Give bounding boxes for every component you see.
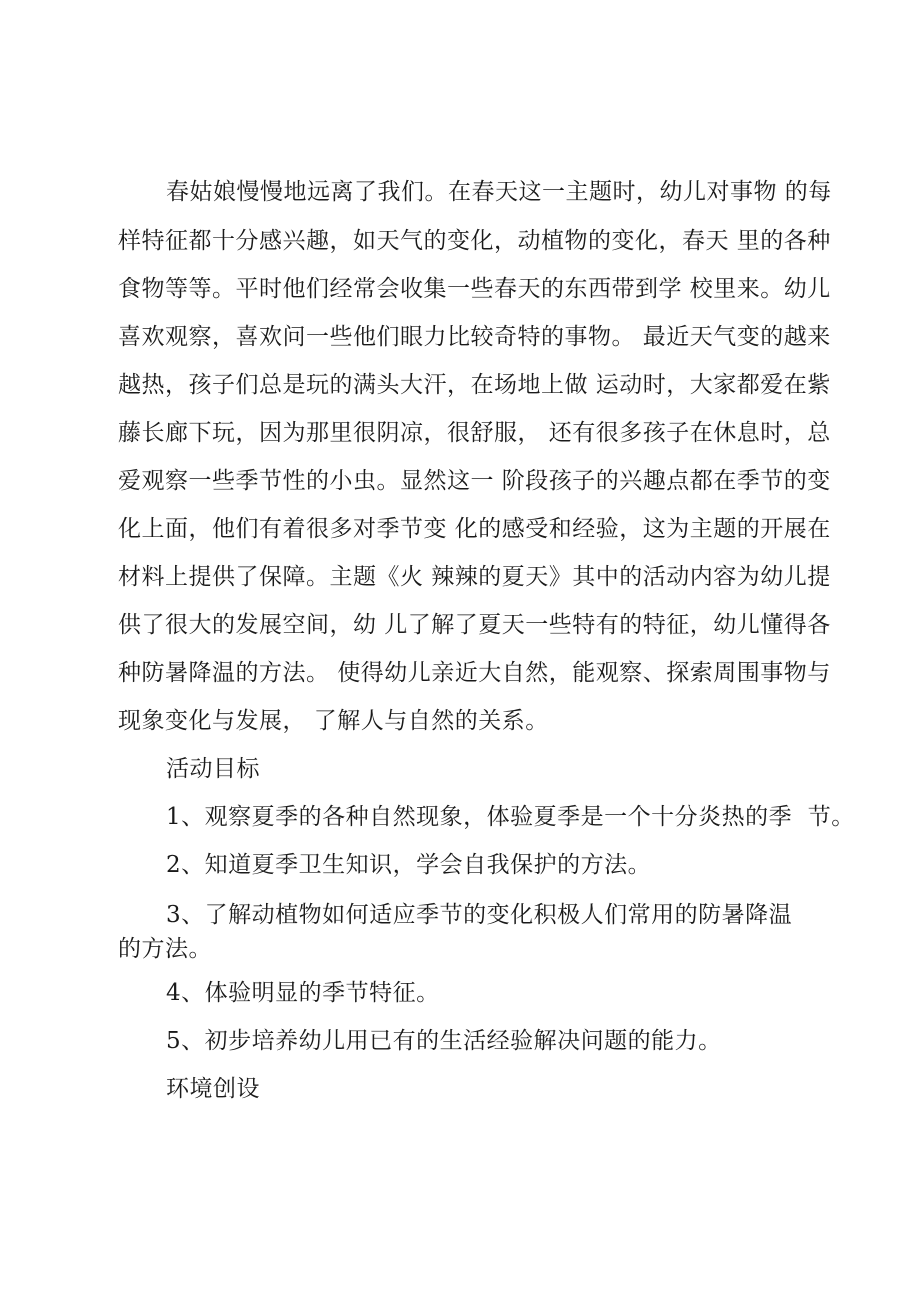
intro-line-4: 喜欢观察，喜欢问一些他们眼力比较奇特的事物。 最近天气变的越来 <box>118 324 831 350</box>
goal-item-5: 5、初步培养幼儿用已有的生活经验解决问题的能力。 <box>166 1028 722 1054</box>
goals-heading: 活动目标 <box>166 756 260 782</box>
goal-item-3-continued: 的方法。 <box>118 936 212 962</box>
intro-line-3: 食物等等。平时他们经常会收集一些春天的东西带到学 校里来。幼儿 <box>118 276 831 302</box>
intro-line-9: 材料上提供了保障。主题《火 辣辣的夏天》其中的活动内容为幼儿提 <box>118 564 831 590</box>
intro-line-1: 春姑娘慢慢地远离了我们。在春天这一主题时，幼儿对事物 的每 <box>166 179 832 205</box>
intro-line-12: 现象变化与发展， 了解人与自然的关系。 <box>118 708 549 734</box>
intro-line-10: 供了很大的发展空间，幼 儿了解了夏天一些特有的特征，幼儿懂得各 <box>118 612 831 638</box>
goal-item-4: 4、体验明显的季节特征。 <box>166 980 440 1006</box>
intro-line-2: 样特征都十分感兴趣，如天气的变化，动植物的变化，春天 里的各种 <box>118 228 831 254</box>
intro-line-11: 种防暑降温的方法。 使得幼儿亲近大自然，能观察、探索周围事物与 <box>118 660 831 686</box>
intro-line-8: 化上面，他们有着很多对季节变 化的感受和经验，这为主题的开展在 <box>118 516 831 542</box>
goal-item-1: 1、观察夏季的各种自然现象，体验夏季是一个十分炎热的季 节。 <box>166 804 855 830</box>
goal-item-2: 2、知道夏季卫生知识，学会自我保护的方法。 <box>166 852 652 878</box>
environment-heading: 环境创设 <box>166 1076 260 1102</box>
goal-item-3: 3、了解动植物如何适应季节的变化积极人们常用的防暑降温 <box>166 902 793 928</box>
intro-line-6: 藤长廊下玩，因为那里很阴凉，很舒服， 还有很多孩子在休息时，总 <box>118 420 831 446</box>
intro-line-7: 爱观察一些季节性的小虫。显然这一 阶段孩子的兴趣点都在季节的变 <box>118 468 831 494</box>
intro-line-5: 越热，孩子们总是玩的满头大汗，在场地上做 运动时，大家都爱在紫 <box>118 372 831 398</box>
